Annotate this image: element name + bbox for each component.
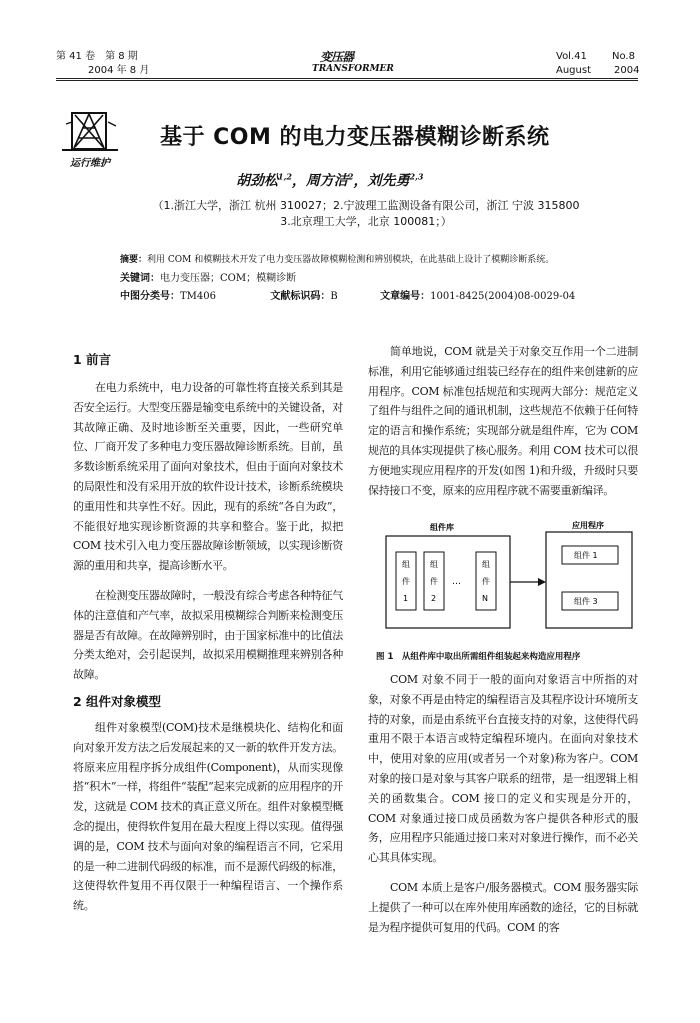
comp1-char: 组 <box>402 560 410 569</box>
author-sep: ， <box>291 173 306 189</box>
clc-label: 中图分类号： <box>120 291 180 302</box>
author-name: 周方洁 <box>305 173 348 189</box>
doc-code-value: B <box>330 291 338 302</box>
figure-lib-label: 组件库 <box>430 523 454 532</box>
doc-code-label: 文献标识码： <box>270 291 331 302</box>
article-no-value: 1001-8425(2004)08-0029-04 <box>430 291 576 302</box>
author-list <box>236 170 423 190</box>
compn-char: N <box>482 594 488 603</box>
affiliation-line-2: 3.北京理工大学，北京 100081；） <box>280 215 452 228</box>
comp2-char: 组 <box>430 560 438 569</box>
section-1-para-1: 在电力系统中，电力设备的可靠性将直接关系到其是否安全运行。大型变压器是输变电系统中的关键设备，对其故障正确、及时地诊断至关重要，因此，一些研究单位、厂商开发了多种电力变压器故障诊断系统。目前，虽多数诊断系统采用了面向对象技术，但由于面向对象技术的局限性和没有采用开放的软件设计技术，诊断系统模块的重用性和共享性不好。因此，现有的系统“各自为政”，不能很好地实现诊断资源的共享和整合。鉴于此，拟把 COM 技术引入电力变压器故障诊断领域，以实现诊断资源的重用和共享，提高诊断水平。 <box>73 381 343 573</box>
app-component-1-label: 组件 1 <box>574 551 598 560</box>
classification-line <box>120 288 620 305</box>
journal-name-en: TRANSFORMER <box>312 64 394 74</box>
comp2-char: 2 <box>431 594 437 603</box>
comp2-char: 件 <box>430 577 438 586</box>
column-logo-caption: 运行维护 <box>70 158 110 169</box>
figure-1-diagram <box>376 518 638 638</box>
keywords <box>120 270 296 287</box>
right-para-1: 简单地说，COM 就是关于对象交互作用一个二进制标准，利用它能够通过组装已经存在的组件来创建新的应用程序。COM 标准包括规范和实现两大部分：规范定义了组件与组件之间的通讯机制，这些规范不依赖于任何特定的语言和操作系统；实现部分就是组件库，它为 COM 规范的具体实现提供了核心服务。利用 COM 技术可以很方便地实现应用程序的开发(如图 1)和升级，升级时只要保持接口不变，原来的应用程序就不需要重新编译。 <box>368 345 638 497</box>
section-1-heading: 1 前言 <box>73 352 112 367</box>
author-name: 胡劲松 <box>236 173 278 189</box>
article-no-label: 文章编号： <box>380 291 431 302</box>
author-affil: 2 <box>347 171 354 182</box>
header-date: 2004 年 8 月 <box>88 65 150 76</box>
author-affil: 2,3 <box>409 171 424 182</box>
section-2-para-1: 组件对象模型(COM)技术是继模块化、结构化和面向对象开发方法之后发展起来的又一新的软件开发方法。将原来应用程序拆分成组件(Component)，从而实现像搭“积木”一样，将组件“装配”起来完成新的应用程序的开发，这就是 COM 技术的真正意义所在。组件对象模型概念的提出，使得软件复用在最大程度上得以实现。值得强调的是，COM 技术与面向对象的编程语言不同，它采用的是一种二进制代码级的标准，而不是源代码级的标准，这使得软件复用不再仅限于一种编程语言、一个操作系统。 <box>73 721 343 913</box>
comp1-char: 件 <box>402 577 410 586</box>
column-logo <box>58 110 122 169</box>
author-sep: ， <box>353 173 368 189</box>
figure-app-label: 应用程序 <box>572 521 604 530</box>
section-1-para-2: 在检测变压器故障时，一般没有综合考虑各种特征气体的注意值和产气率，故拟采用模糊综合判断来检测变压器是否有故障。在故障辨别时，由于国家标准中的比值法分类太绝对，会引起误判，故拟采用模糊推理来辨别各种故障。 <box>73 589 343 682</box>
author-affil: 1,2 <box>278 171 292 182</box>
affiliation-line-1: （1.浙江大学，浙江 杭州 310027；2.宁波理工监测设备有限公司，浙江 宁波 315800 <box>152 199 580 212</box>
abstract <box>120 252 554 269</box>
right-para-3: COM 本质上是客户/服务器模式。COM 服务器实际上提供了一种可以在库外使用库函数的途径，它的目标就是为程序提供可复用的代码。COM 的客 <box>368 881 638 934</box>
tower-icon <box>58 110 122 156</box>
abstract-label: 摘要： <box>120 255 148 265</box>
header-no-en: No.8 <box>612 51 635 62</box>
section-2-heading: 2 组件对象模型 <box>73 694 162 709</box>
abstract-text: 利用 COM 和模糊技术开发了电力变压器故障模糊检测和辨别模块，在此基础上设计了模糊诊断系统。 <box>147 255 555 265</box>
author-name: 刘先勇 <box>367 173 410 189</box>
compn-char: 组 <box>482 560 490 569</box>
header-vol-en: Vol.41 <box>556 51 587 62</box>
app-component-3-label: 组件 3 <box>574 597 598 606</box>
keywords-label: 关键词： <box>120 273 160 284</box>
page-title: 基于 COM 的电力变压器模糊诊断系统 <box>160 125 550 150</box>
header-rule <box>56 78 638 79</box>
clc-value: TM406 <box>180 291 216 302</box>
header-vol-issue: 第 41 卷 第 8 期 <box>56 51 138 62</box>
compn-char: 件 <box>482 577 490 586</box>
right-para-2: COM 对象不同于一般的面向对象语言中所指的对象，对象不再是由特定的编程语言及其程序设计环境所支持的对象，而是由系统平台直接支持的对象，这使得代码重用不限于本语言或特定编程环境内。在面向对象技术中，使用对象的应用(或者另一个对象)称为客户。COM 对象的接口是对象与其客户联系的纽带，是一组逻辑上相关的函数集合。COM 接口的定义和实现是分开的，COM 对象通过接口成员函数为客户提供各种形式的服务，应用程序只能通过接口来对对象进行操作，而不必关心其具体实现。 <box>368 673 638 865</box>
keywords-text: 电力变压器；COM；模糊诊断 <box>160 273 297 284</box>
figure-1 <box>376 518 638 664</box>
header-year-en: 2004 <box>614 65 640 76</box>
comp1-char: 1 <box>403 594 409 603</box>
figure-ellipsis: … <box>452 577 461 587</box>
header-month-en: August <box>556 65 591 76</box>
arrow-head-icon <box>538 578 546 586</box>
figure-1-caption: 图 1 从组件库中取出所需组件组装起来构造应用程序 <box>376 652 581 662</box>
header-rule-2 <box>56 80 638 81</box>
journal-logo-cn: 变压器 <box>320 50 354 64</box>
